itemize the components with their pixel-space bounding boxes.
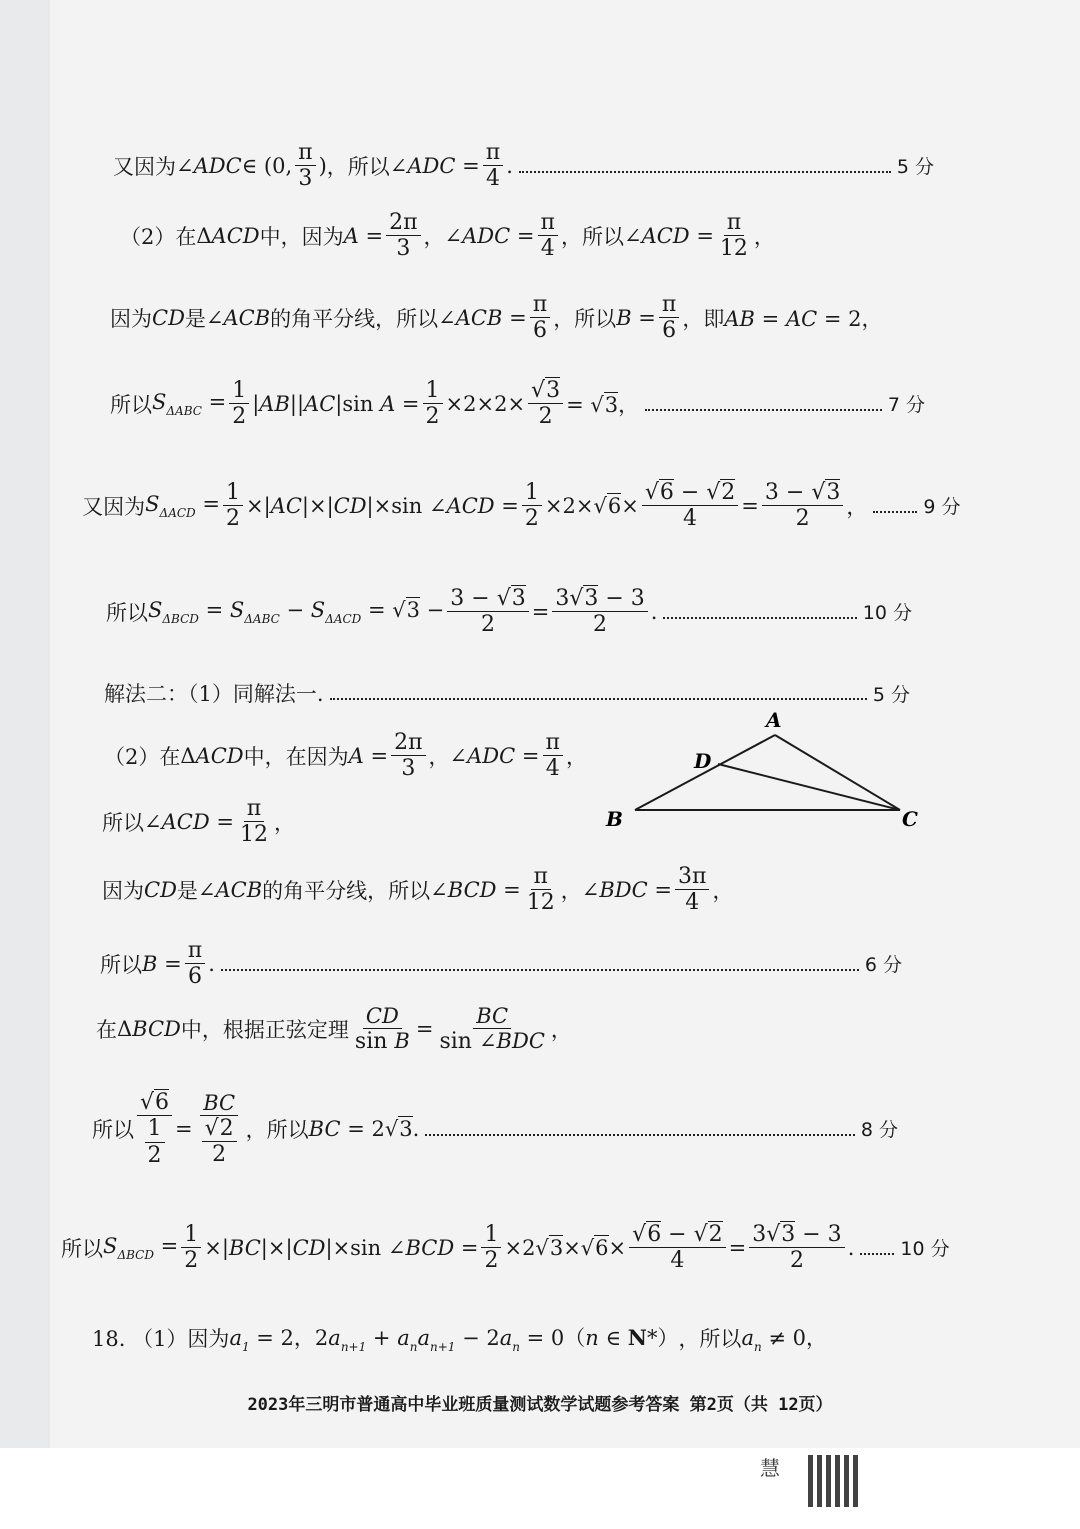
score: 10 分 xyxy=(900,1238,950,1261)
score: 5 分 xyxy=(872,683,910,706)
text: 所以 xyxy=(110,392,152,417)
line-3: 因为 CD 是 ∠ACB 的角平分线，所以 ∠ACB = $\frac{\pi}{6}$ ，所以 B = $\frac{\pi}{6}$ ，即 AB = AC = 2， xyxy=(110,292,883,344)
m2-line-3: 因为 CD 是 ∠ACB 的角平分线，所以 ∠BCD = $\frac{\pi}{12}$ ， ∠BDC = $\frac{3\pi}{4}$ ， xyxy=(102,864,734,916)
fraction: $\frac{\pi}{3}$ xyxy=(295,140,315,192)
qr-code-icon xyxy=(808,1455,860,1507)
side-ac xyxy=(775,735,900,810)
leader-dots xyxy=(519,171,891,173)
text: 又因为 xyxy=(113,154,176,179)
text: 所以 xyxy=(100,952,142,977)
text: 的角平分线，所以 xyxy=(270,306,439,331)
label-c: C xyxy=(902,807,918,831)
text: 在 xyxy=(96,1018,117,1043)
text: （2）在 xyxy=(104,744,181,769)
text: 所以 xyxy=(61,1236,104,1261)
text: ，所以 xyxy=(560,224,624,249)
label-b: B xyxy=(606,807,623,831)
text: ，所以 xyxy=(553,306,617,331)
text: 是 xyxy=(184,306,206,331)
score: 6 分 xyxy=(864,954,902,977)
m2-line-2: 所以 ∠ACD = $\frac{\pi}{12}$ ， xyxy=(102,796,295,848)
line-6: 所以 $S_{\Delta BCD} = S_{\Delta ABC} - S_{\Delta ACD} = √3$ − $\frac{3 - √3}{2}$ = $\frac{3√3 - 3}{2}$ . 10 分 xyxy=(106,586,912,638)
score: 7 分 xyxy=(887,394,925,417)
text: 所以 xyxy=(92,1117,134,1142)
text: 的角平分线，所以 xyxy=(262,878,431,903)
text: ，即 xyxy=(682,306,725,331)
text: 中，因为 xyxy=(259,224,344,249)
text: ，所以 xyxy=(245,1117,309,1142)
text: ， xyxy=(423,224,445,249)
text: 因为 xyxy=(102,878,144,903)
text: ，所以 xyxy=(326,154,390,179)
line-2: （2）在 ΔACD 中，因为 A = $\frac{2\pi}{3}$ ， ∠ADC = $\frac{\pi}{4}$ ，所以 ∠ACD = $\frac{\pi}{12}$ ， xyxy=(120,210,775,262)
text: 所以 xyxy=(106,600,148,625)
line-4: 所以 $S_{\Delta ABC}$ = $\frac{1}{2}$ |AB||AC|sin A = $\frac{1}{2}$ ×2×2× $\frac{√3}{2}$ = √3， 7 分 xyxy=(110,378,925,430)
m2-line-5: 在 ΔBCD 中，根据正弦定理 $\frac{CD}{\text{sin B}}$ = $\frac{BC}{\text{sin ∠BDC}}$ ， xyxy=(96,1004,572,1055)
text: 因为 xyxy=(110,306,152,331)
m2-line-6: 所以 $\frac{√6}{\frac{1}{2}}$ = $\frac{BC}{\frac{√2}{2}}$ ，所以 BC = 2√3. 8 分 xyxy=(92,1090,898,1168)
line-1: 又因为 ∠ADC∈ (0, $\frac{\pi}{3}$ ) ，所以 ∠ADC = $\frac{\pi}{4}$ . 5 分 xyxy=(113,140,934,192)
text: 所以 xyxy=(102,810,144,835)
m2-line-1: （2）在 ΔACD 中，在因为 A = $\frac{2\pi}{3}$ ， ∠ADC = $\frac{\pi}{4}$ ， xyxy=(104,730,587,782)
math: ∠ADC = xyxy=(389,153,480,178)
q18-line: 18. （1）因为 $a_1 = 2$，$2a_{n+1} + a_na_{n+1} - 2a_n = 0(n$ ∈ N*） ，所以 $a_n \ne 0$， xyxy=(92,1325,828,1354)
text: 中，在因为 xyxy=(243,744,349,769)
m2-line-4: 所以 B = $\frac{\pi}{6}$ . 6 分 xyxy=(100,938,902,990)
line-5: 又因为 $S_{\Delta ACD}$ = $\frac{1}{2}$ ×|AC|×|CD|×sin ∠ACD = $\frac{1}{2}$ ×2×√6× $\frac{√6 - √2}{4}$ = $\frac{3 - √3}{2}$ ， 9 分 xyxy=(82,480,961,532)
text: 又因为 xyxy=(82,494,146,519)
bottom-strip xyxy=(0,1448,1080,1529)
score: 9 分 xyxy=(923,496,961,519)
m2-line-7: 所以 $S_{\Delta BCD}$ = $\frac{1}{2}$ ×|BC|×|CD|×sin ∠BCD = $\frac{1}{2}$ ×2√3×√6× $\frac{√6 - √2}{4}$ = $\frac{3√3 - 3}{2}$ . 10 分 xyxy=(61,1222,950,1274)
score: 8 分 xyxy=(860,1119,898,1142)
text: ，所以 xyxy=(678,1327,742,1351)
watermark-text: 慧 xyxy=(760,1456,780,1480)
math: ∠ADC∈ (0, xyxy=(176,153,293,178)
triangle-figure xyxy=(600,700,930,835)
text: 是 xyxy=(176,878,198,903)
score: 10 分 xyxy=(862,602,912,625)
text: 18. （1）因为 xyxy=(92,1327,230,1351)
text: 中，根据正弦定理 xyxy=(180,1018,349,1043)
segment-cd xyxy=(718,764,900,810)
page-footer: 2023年三明市普通高中毕业班质量测试数学试题参考答案 第2页（共 12页） xyxy=(247,1395,833,1415)
label-a: A xyxy=(766,708,782,732)
score: 5 分 xyxy=(896,156,934,179)
label-d: D xyxy=(694,749,712,773)
text: 解法二：（1）同解法一. xyxy=(104,682,324,706)
text: （2）在 xyxy=(120,224,197,249)
